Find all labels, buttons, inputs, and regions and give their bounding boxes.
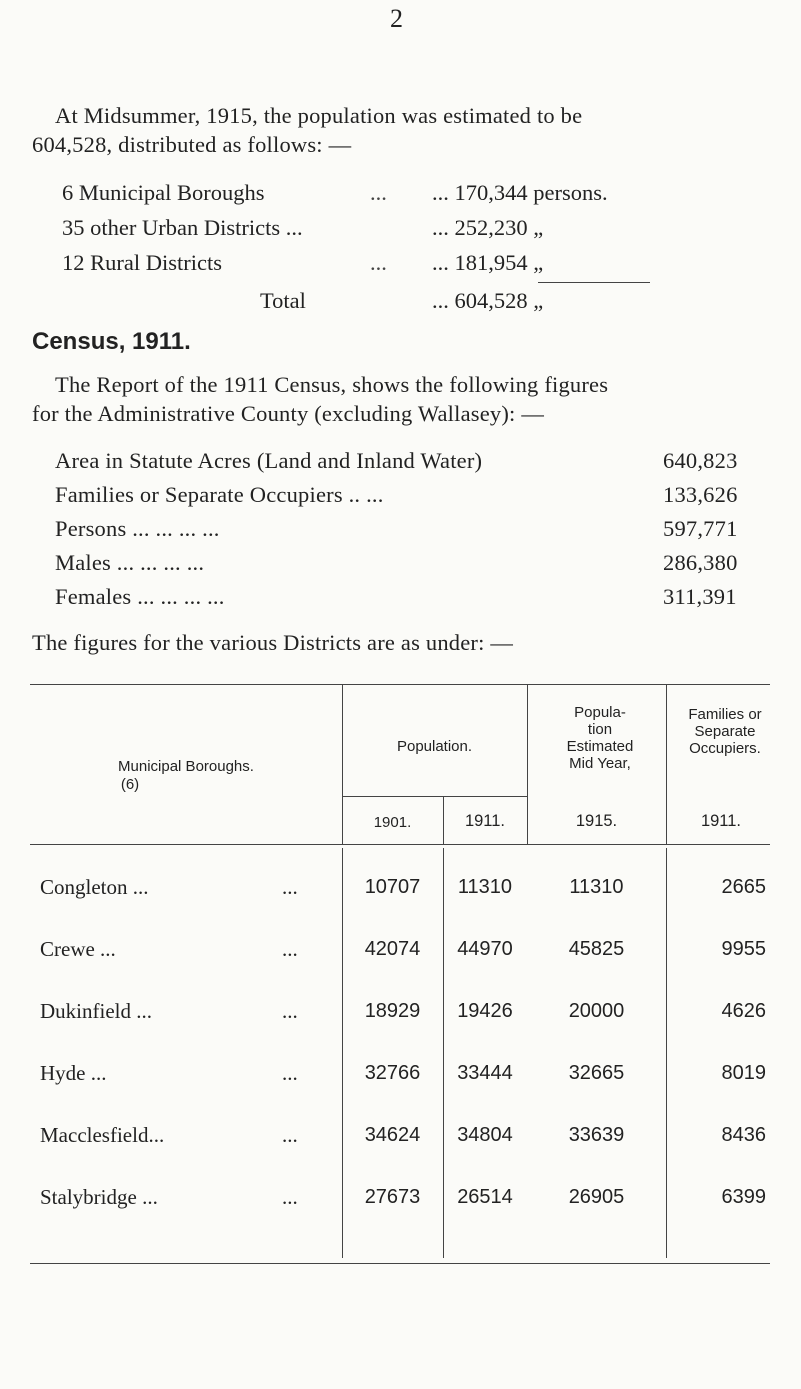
table-cell-1901: 34624 bbox=[364, 1124, 421, 1146]
table-cell-1915: 26905 bbox=[568, 1186, 625, 1208]
total-rule bbox=[538, 282, 650, 283]
intro-line-1: At Midsummer, 1915, the population was estimated to be bbox=[55, 103, 583, 128]
distribution-dots: ... bbox=[370, 180, 387, 205]
table-cell-1911: 26514 bbox=[457, 1186, 513, 1208]
table-cell-1911: 44970 bbox=[457, 938, 513, 960]
table-cell-1915: 20000 bbox=[568, 1000, 625, 1022]
table-cell-1911: 34804 bbox=[457, 1124, 513, 1146]
table-cell-1915: 11310 bbox=[569, 876, 624, 898]
census-heading: Census, 1911. bbox=[32, 328, 191, 355]
table-cell-families: 8019 bbox=[721, 1062, 766, 1084]
table-cell-families: 9955 bbox=[721, 938, 766, 960]
col-families-year: 1911. bbox=[700, 812, 742, 830]
table-cell-1915: 33639 bbox=[568, 1124, 625, 1146]
census-item-label: Area in Statute Acres (Land and Inland Water) bbox=[55, 448, 483, 473]
table-row-name: Crewe ... bbox=[40, 937, 116, 961]
table-row-name: Stalybridge ... bbox=[40, 1185, 158, 1209]
table-row-dots: ... bbox=[282, 875, 298, 899]
table-cell-1901: 18929 bbox=[364, 1000, 421, 1022]
population-subrule bbox=[342, 796, 527, 797]
col-families: Families or Separate Occupiers. bbox=[688, 706, 762, 757]
table-bottom-rule bbox=[30, 1263, 770, 1264]
districts-intro: The figures for the various Districts are as under: — bbox=[32, 630, 514, 655]
distribution-label: 6 Municipal Boroughs bbox=[62, 180, 265, 205]
table-row-dots: ... bbox=[282, 1185, 298, 1209]
table-header-rule bbox=[30, 844, 770, 845]
table-cell-families: 6399 bbox=[721, 1186, 766, 1208]
distribution-value: ... 252,230 „ bbox=[432, 215, 544, 240]
table-row-name: Hyde ... bbox=[40, 1061, 107, 1085]
table-top-rule bbox=[30, 684, 770, 685]
distribution-label: 35 other Urban Districts ... bbox=[62, 215, 303, 240]
census-item-value: 133,626 bbox=[663, 482, 738, 507]
distribution-label: 12 Rural Districts bbox=[62, 250, 222, 275]
distribution-value: ... 181,954 „ bbox=[432, 250, 544, 275]
table-row-name: Macclesfield... bbox=[40, 1123, 165, 1147]
table-row-name: Congleton ... bbox=[40, 875, 149, 899]
col-population: Population. bbox=[396, 738, 473, 755]
census-item-label: Families or Separate Occupiers .. ... bbox=[55, 482, 384, 507]
census-item-label: Persons ... ... ... ... bbox=[55, 516, 220, 541]
census-para-line-2: for the Administrative County (excluding Wallasey): — bbox=[32, 401, 545, 426]
census-item-label: Females ... ... ... ... bbox=[55, 584, 225, 609]
table-cell-1901: 10707 bbox=[364, 876, 421, 898]
census-item-value: 640,823 bbox=[663, 448, 738, 473]
col-1915: 1915. bbox=[575, 812, 618, 830]
table-row-dots: ... bbox=[282, 1123, 298, 1147]
col-1911: 1911. bbox=[464, 812, 506, 830]
col-boroughs: Municipal Boroughs. bbox=[118, 758, 254, 775]
total-label: Total bbox=[260, 288, 306, 313]
table-cell-1901: 32766 bbox=[364, 1062, 421, 1084]
page-number: 2 bbox=[390, 4, 403, 33]
table-cell-1901: 42074 bbox=[364, 938, 421, 960]
table-row-dots: ... bbox=[282, 937, 298, 961]
table-cell-1915: 32665 bbox=[568, 1062, 625, 1084]
census-item-label: Males ... ... ... ... bbox=[55, 550, 205, 575]
table-row-dots: ... bbox=[282, 1061, 298, 1085]
census-item-value: 286,380 bbox=[663, 550, 738, 575]
table-row-name: Dukinfield ... bbox=[40, 999, 152, 1023]
table-cell-families: 2665 bbox=[721, 876, 766, 898]
col-estimated: Popula- tion Estimated Mid Year, bbox=[566, 704, 634, 772]
total-value: ... 604,528 „ bbox=[432, 288, 544, 313]
col-1901: 1901. bbox=[373, 814, 412, 831]
table-cell-1911: 33444 bbox=[457, 1062, 513, 1084]
distribution-value: ... 170,344 persons. bbox=[432, 180, 608, 205]
table-row-dots: ... bbox=[282, 999, 298, 1023]
table-cell-families: 8436 bbox=[721, 1124, 766, 1146]
census-para-line-1: The Report of the 1911 Census, shows the following figures bbox=[55, 372, 609, 397]
table-cell-1915: 45825 bbox=[568, 938, 625, 960]
table-cell-families: 4626 bbox=[721, 1000, 766, 1022]
table-cell-1911: 19426 bbox=[457, 1000, 513, 1022]
census-item-value: 311,391 bbox=[663, 584, 737, 609]
distribution-dots: ... bbox=[370, 250, 387, 275]
intro-line-2: 604,528, distributed as follows: — bbox=[32, 132, 352, 157]
table-cell-1911: 11310 bbox=[457, 876, 513, 898]
census-item-value: 597,771 bbox=[663, 516, 738, 541]
table-cell-1901: 27673 bbox=[364, 1186, 421, 1208]
col-boroughs-count: (6) bbox=[120, 776, 140, 793]
